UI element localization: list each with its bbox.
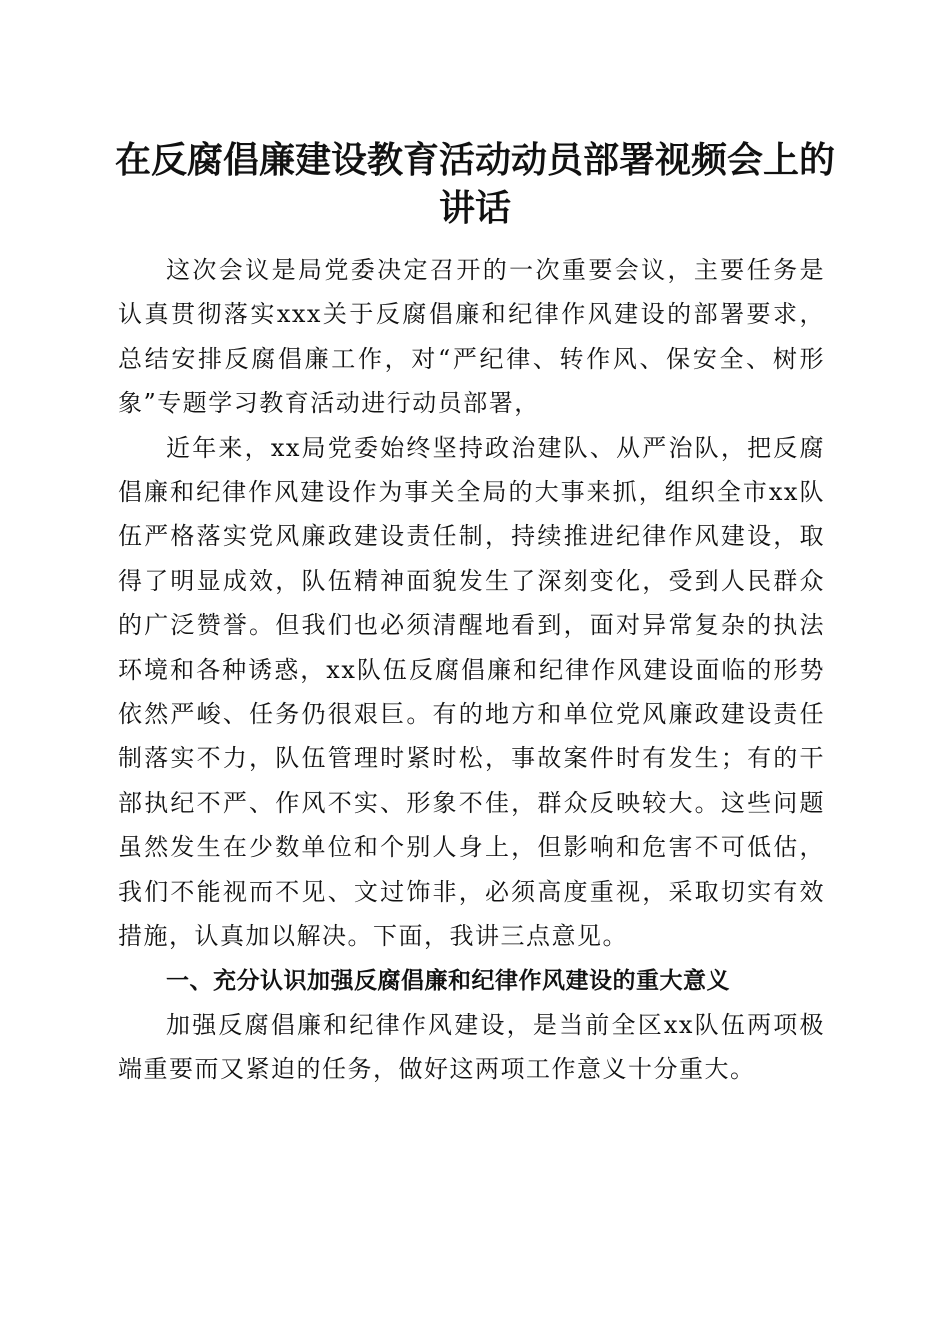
paragraph-section-1: 加强反腐倡廉和纪律作风建设，是当前全区xx队伍两项极端重要而又紧迫的任务，做好这两项工作意义十分重大。 [118,1010,825,1084]
document-body [118,248,825,1092]
section-heading-1: 一、充分认识加强反腐倡廉和纪律作风建设的重大意义 [166,967,730,994]
document-title-line-2: 讲话 [438,187,511,229]
document-title-line-1: 在反腐倡廉建设教育活动动员部署视频会上的 [114,139,835,181]
paragraph-recent-work: 近年来，xx局党委始终坚持政治建队、从严治队，把反腐倡廉和纪律作风建设作为事关全局的大事来抓，组织全市xx队伍严格落实党风廉政建设责任制，持续推进纪律作风建设，取得了明显成效，队伍精神面貌发生了深刻变化，受到人民群众的广泛赞誉。但我们也必须清醒地看到，面对异常复杂的执法环境和各种诱惑，xx队伍反腐倡廉和纪律作风建设面临的形势依然严峻、任务仍很艰巨。有的地方和单位党风廉政建设责任制落实不力，队伍管理时紧时松，事故案件时有发生；有的干部执纪不严、作风不实、形象不佳，群众反映较大。这些问题虽然发生在少数单位和个别人身上，但影响和危害不可低估，我们不能视而不见、文过饰非，必须高度重视，采取切实有效措施，认真加以解决。下面，我讲三点意见。 [118,433,825,951]
paragraph-meeting-purpose: 这次会议是局党委决定召开的一次重要会议，主要任务是认真贯彻落实xxx关于反腐倡廉和纪律作风建设的部署要求，总结安排反腐倡廉工作，对“严纪律、转作风、保安全、树形象”专题学习教育活动进行动员部署， [118,256,825,418]
document-title [100,136,850,232]
